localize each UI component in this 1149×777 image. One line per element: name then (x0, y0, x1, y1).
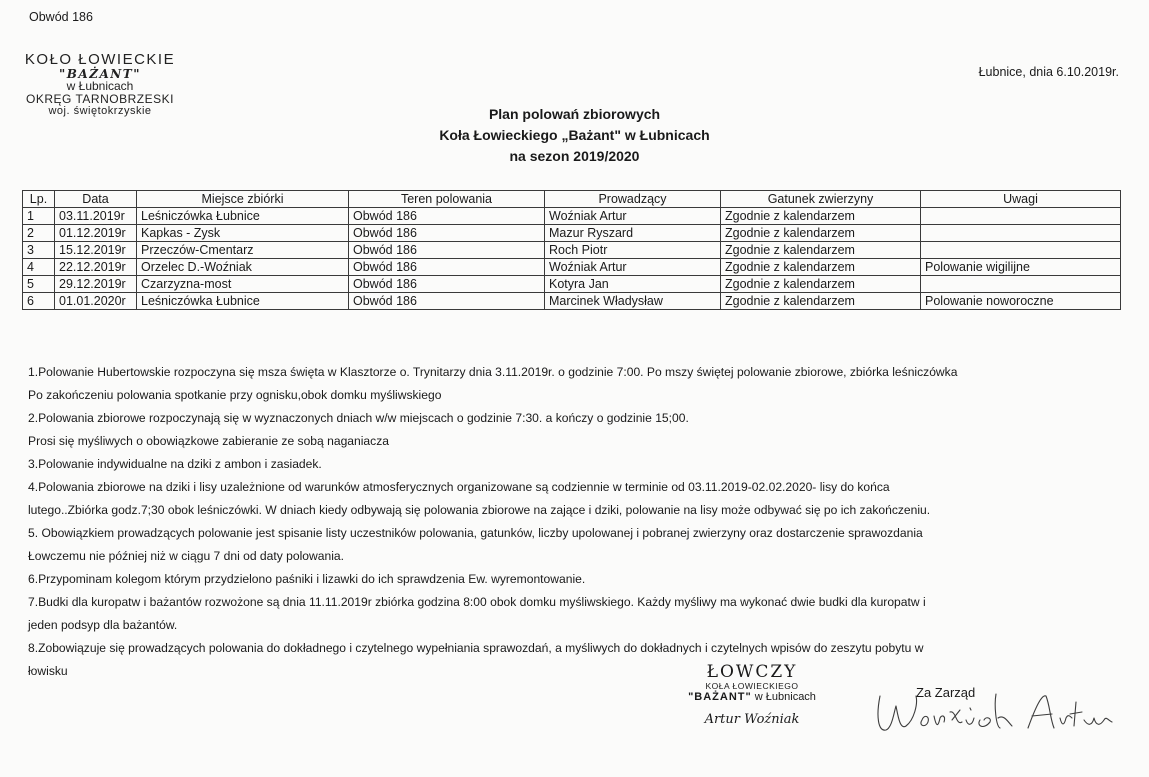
note-line: Łowczemu nie później niż w ciągu 7 dni od daty polowania. (28, 549, 344, 563)
stamp-club-line: KOŁA ŁOWIECKIEGO (705, 680, 799, 691)
cell-remarks (921, 225, 1121, 242)
stamp-line-2: "BAŻANT" (59, 66, 141, 81)
cell-remarks: Polowanie wigilijne (921, 259, 1121, 276)
table-row (23, 259, 1121, 276)
title-line-3: na sezon 2019/2020 (509, 148, 640, 164)
stamp-title: ŁOWCZY (706, 662, 798, 682)
cell-meeting-place: Czarzyzna-most (137, 276, 349, 293)
header-lp: Lp. (23, 191, 55, 208)
table-header-row (23, 191, 1121, 208)
cell-species: Zgodnie z kalendarzem (721, 208, 921, 225)
title-line-1: Plan polowań zbiorowych (488, 106, 661, 122)
cell-date: 22.12.2019r (55, 259, 137, 276)
cell-meeting-place: Orzelec D.-Woźniak (137, 259, 349, 276)
cell-species: Zgodnie z kalendarzem (721, 293, 921, 310)
cell-leader: Woźniak Artur (545, 208, 721, 225)
note-line: 3.Polowanie indywidualne na dziki z ambon i zasiadek. (28, 457, 322, 471)
document-title (0, 104, 1149, 167)
note-line: 6.Przypominam kolegom którym przydzielono paśniki i lizawki do ich sprawdzenia Ew. wyremontowanie. (28, 572, 586, 586)
notes-section (28, 361, 1128, 683)
table-row (23, 242, 1121, 259)
cell-hunting-area: Obwód 186 (349, 225, 545, 242)
hunt-master-stamp (652, 663, 852, 727)
table-row (23, 293, 1121, 310)
cell-remarks (921, 208, 1121, 225)
title-line-2: Koła Łowieckiego „Bażant" w Łubnicach (439, 127, 710, 143)
note-line: Prosi się myśliwych o obowiązkowe zabieranie ze sobą naganiacza (28, 434, 389, 448)
header-remarks: Uwagi (921, 191, 1121, 208)
header-leader: Prowadzący (545, 191, 721, 208)
table-row (23, 276, 1121, 293)
board-label: Za Zarząd (916, 685, 976, 700)
cell-leader: Kotyra Jan (545, 276, 721, 293)
cell-lp: 5 (23, 276, 55, 293)
header-hunting-area: Teren polowania (349, 191, 545, 208)
cell-species: Zgodnie z kalendarzem (721, 242, 921, 259)
cell-hunting-area: Obwód 186 (349, 259, 545, 276)
cell-date: 01.12.2019r (55, 225, 137, 242)
stamp-line-1: KOŁO ŁOWIECKIE (24, 51, 176, 68)
note-line: 4.Polowania zbiorowe na dziki i lisy uzależnione od warunków atmosferycznych organizowane są codziennie w terminie od 03.11.2019-02.02.2020- lisy do końca (28, 480, 890, 494)
cell-hunting-area: Obwód 186 (349, 208, 545, 225)
table-row (23, 225, 1121, 242)
cell-remarks (921, 276, 1121, 293)
cell-meeting-place: Leśniczówka Łubnice (137, 293, 349, 310)
cell-leader: Woźniak Artur (545, 259, 721, 276)
note-line: 1.Polowanie Hubertowskie rozpoczyna się msza święta w Klasztorze o. Trynitarzy dnia 3.11.2019r. o godzinie 7:00. Po mszy świętej polowanie zbiorowe, zbiórka leśniczówka (28, 365, 958, 379)
place-date: Łubnice, dnia 6.10.2019r. (978, 65, 1119, 79)
stamp-club-place: w Łubnicach (751, 691, 816, 704)
table-row (23, 208, 1121, 225)
cell-date: 15.12.2019r (55, 242, 137, 259)
note-line: Po zakończeniu polowania spotkanie przy ognisku,obok domku myśliwskiego (28, 388, 442, 402)
note-line: 8.Zobowiązuje się prowadzących polowania do dokładnego i czytelnego wypełniania sprawozdań, a myśliwych do dokładnych i czytelnych wpisów do zeszytu pobytu w (28, 641, 924, 655)
note-line: łowisku (28, 664, 68, 678)
handwritten-signature (872, 686, 1122, 746)
note-line: lutego..Zbiórka godz.7;30 obok leśniczówki. W dniach kiedy odbywają się polowania zbiorowe na zające i dziki, polowanie na lisy może odbywać się po ich zakończeniu. (28, 503, 931, 517)
cell-date: 01.01.2020r (55, 293, 137, 310)
stamp-line-3: w Łubnicach (66, 79, 134, 94)
cell-meeting-place: Kapkas - Zysk (137, 225, 349, 242)
cell-species: Zgodnie z kalendarzem (721, 276, 921, 293)
cell-leader: Roch Piotr (545, 242, 721, 259)
cell-lp: 2 (23, 225, 55, 242)
stamp-person-name: Artur Woźniak (704, 712, 800, 728)
cell-lp: 1 (23, 208, 55, 225)
cell-species: Zgodnie z kalendarzem (721, 259, 921, 276)
cell-hunting-area: Obwód 186 (349, 293, 545, 310)
header-species: Gatunek zwierzyny (721, 191, 921, 208)
note-line: 5. Obowiązkiem prowadzących polowanie jest spisanie listy uczestników polowania, gatunków, liczby upolowanej i pobranej zwierzyny oraz dostarczenie sprawozdania (28, 526, 923, 540)
stamp-line-5: woj. świętokrzyskie (48, 104, 152, 117)
note-line: jeden podsyp dla bażantów. (28, 618, 178, 632)
cell-hunting-area: Obwód 186 (349, 276, 545, 293)
cell-leader: Marcinek Władysław (545, 293, 721, 310)
header-date: Data (55, 191, 137, 208)
cell-lp: 3 (23, 242, 55, 259)
cell-species: Zgodnie z kalendarzem (721, 225, 921, 242)
cell-meeting-place: Leśniczówka Łubnice (137, 208, 349, 225)
cell-lp: 4 (23, 259, 55, 276)
cell-leader: Mazur Ryszard (545, 225, 721, 242)
cell-lp: 6 (23, 293, 55, 310)
cell-remarks: Polowanie noworoczne (921, 293, 1121, 310)
stamp-club-name: "BAŻANT" (688, 691, 752, 704)
cell-date: 03.11.2019r (55, 208, 137, 225)
note-line: 7.Budki dla kuropatw i bażantów rozwożone są dnia 11.11.2019r zbiórka godzina 8:00 obok domku myśliwskiego. Każdy myśliwy ma wykonać dwie budki dla kuropatw i (28, 595, 926, 609)
header-meeting-place: Miejsce zbiórki (137, 191, 349, 208)
stamp-line-4: OKRĘG TARNOBRZESKI (26, 91, 174, 106)
cell-date: 29.12.2019r (55, 276, 137, 293)
stamp-club-name-line (652, 691, 852, 703)
cell-remarks (921, 242, 1121, 259)
cell-meeting-place: Przeczów-Cmentarz (137, 242, 349, 259)
hunt-schedule-table (22, 190, 1121, 310)
note-line: 2.Polowania zbiorowe rozpoczynają się w wyznaczonych dniach w/w miejscach o godzinie 7:30. a kończy o godzinie 15;00. (28, 411, 689, 425)
cell-hunting-area: Obwód 186 (349, 242, 545, 259)
district-header: Obwód 186 (29, 10, 93, 24)
